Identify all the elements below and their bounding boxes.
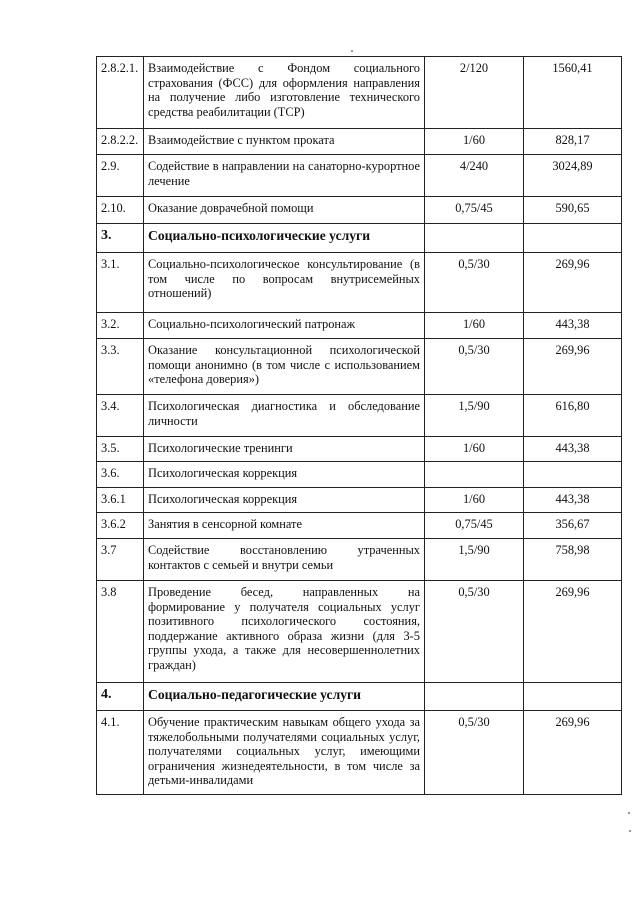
time-norm: 0,5/30	[425, 581, 524, 683]
table-row	[97, 513, 622, 539]
table-row	[97, 339, 622, 395]
service-number: 3.6.2	[97, 513, 144, 539]
service-price: 356,67	[524, 513, 622, 539]
service-description: Содействие восстановлению утраченных контактов с семьей и внутри семьи	[144, 539, 425, 581]
table-row	[97, 462, 622, 488]
service-description: Социально-психологический патронаж	[144, 313, 425, 339]
service-description: Психологическая коррекция	[144, 488, 425, 513]
time-norm: 1/60	[425, 488, 524, 513]
service-description: Проведение бесед, направленных на формирование у получателя социальных услуг позитивного психологического состояния, поддержание активного образа жизни (для 3-5 группы ухода, а также для несовершеннолетних граждан)	[144, 581, 425, 683]
service-number: 3.5.	[97, 437, 144, 462]
service-number: 3.3.	[97, 339, 144, 395]
table-row	[97, 395, 622, 437]
service-price: 443,38	[524, 437, 622, 462]
service-price: 3024,89	[524, 155, 622, 197]
services-table-body	[97, 57, 622, 795]
service-number: 3.2.	[97, 313, 144, 339]
service-description: Оказание доврачебной помощи	[144, 197, 425, 224]
table-row	[97, 711, 622, 795]
service-description: Психологическая коррекция	[144, 462, 425, 488]
service-number: 3.	[97, 224, 144, 253]
table-row	[97, 488, 622, 513]
service-number: 2.9.	[97, 155, 144, 197]
service-price: 616,80	[524, 395, 622, 437]
table-row	[97, 581, 622, 683]
table-row	[97, 313, 622, 339]
table-row	[97, 197, 622, 224]
time-norm: 1/60	[425, 313, 524, 339]
table-row	[97, 539, 622, 581]
section-header-row	[97, 683, 622, 711]
scan-speck	[351, 50, 353, 52]
scan-speck	[628, 812, 630, 814]
scan-speck	[629, 830, 631, 832]
service-price: 443,38	[524, 488, 622, 513]
service-description: Обучение практическим навыкам общего ухода за тяжелобольными получателями социальных услуг, получателями социальных услуг, имеющими ограничения жизнедеятельности, в том числе за детьми-инвалидами	[144, 711, 425, 795]
service-number: 3.1.	[97, 253, 144, 313]
service-number: 3.8	[97, 581, 144, 683]
service-price	[524, 683, 622, 711]
time-norm: 0,75/45	[425, 513, 524, 539]
service-description: Взаимодействие с пунктом проката	[144, 129, 425, 155]
service-description: Занятия в сенсорной комнате	[144, 513, 425, 539]
time-norm	[425, 683, 524, 711]
time-norm: 1/60	[425, 129, 524, 155]
service-number: 4.	[97, 683, 144, 711]
time-norm: 4/240	[425, 155, 524, 197]
service-description: Психологические тренинги	[144, 437, 425, 462]
service-price: 828,17	[524, 129, 622, 155]
time-norm: 0,75/45	[425, 197, 524, 224]
time-norm: 1/60	[425, 437, 524, 462]
section-header-row	[97, 224, 622, 253]
table-row	[97, 155, 622, 197]
service-price: 269,96	[524, 711, 622, 795]
table-row	[97, 437, 622, 462]
service-price: 590,65	[524, 197, 622, 224]
time-norm: 0,5/30	[425, 711, 524, 795]
service-description: Взаимодействие с Фондом социального страхования (ФСС) для оформления направления на получение либо изготовление технического средства реабилитации (ТСР)	[144, 57, 425, 129]
service-description: Социально-психологические услуги	[144, 224, 425, 253]
time-norm: 2/120	[425, 57, 524, 129]
service-number: 2.10.	[97, 197, 144, 224]
service-description: Психологическая диагностика и обследование личности	[144, 395, 425, 437]
service-price	[524, 224, 622, 253]
time-norm: 1,5/90	[425, 395, 524, 437]
service-number: 2.8.2.2.	[97, 129, 144, 155]
time-norm: 1,5/90	[425, 539, 524, 581]
service-price: 269,96	[524, 339, 622, 395]
service-number: 4.1.	[97, 711, 144, 795]
table-row	[97, 253, 622, 313]
time-norm	[425, 224, 524, 253]
service-price: 269,96	[524, 581, 622, 683]
service-number: 3.6.1	[97, 488, 144, 513]
table-row	[97, 129, 622, 155]
service-number: 2.8.2.1.	[97, 57, 144, 129]
service-price	[524, 462, 622, 488]
service-description: Социально-педагогические услуги	[144, 683, 425, 711]
service-number: 3.6.	[97, 462, 144, 488]
service-number: 3.7	[97, 539, 144, 581]
time-norm: 0,5/30	[425, 339, 524, 395]
service-description: Оказание консультационной психологической помощи анонимно (в том числе с использованием «телефона доверия»)	[144, 339, 425, 395]
table-row	[97, 57, 622, 129]
time-norm	[425, 462, 524, 488]
service-price: 443,38	[524, 313, 622, 339]
service-description: Социально-психологическое консультирование (в том числе по вопросам внутрисемейных отношений)	[144, 253, 425, 313]
services-tariff-table	[96, 56, 622, 795]
service-number: 3.4.	[97, 395, 144, 437]
service-price: 758,98	[524, 539, 622, 581]
service-price: 1560,41	[524, 57, 622, 129]
service-description: Содействие в направлении на санаторно-курортное лечение	[144, 155, 425, 197]
time-norm: 0,5/30	[425, 253, 524, 313]
service-price: 269,96	[524, 253, 622, 313]
